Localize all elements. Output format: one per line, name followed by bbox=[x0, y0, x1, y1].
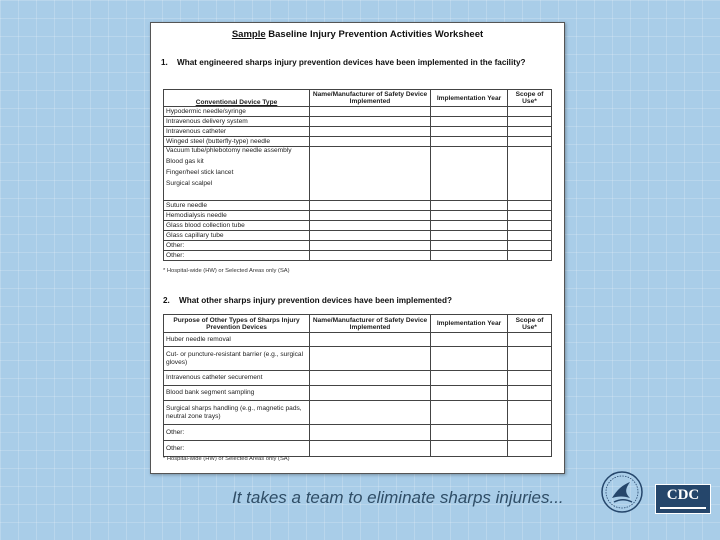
col-header-year: Implementation Year bbox=[431, 90, 508, 107]
cell-scope[interactable] bbox=[508, 117, 552, 127]
cell-scope[interactable] bbox=[508, 137, 552, 147]
row-label: Hemodialysis needle bbox=[164, 211, 310, 221]
row-label: Suture needle bbox=[164, 201, 310, 211]
cell-name[interactable] bbox=[310, 386, 431, 401]
cell-scope[interactable] bbox=[508, 211, 552, 221]
cell-year[interactable] bbox=[431, 201, 508, 211]
cell-year[interactable] bbox=[431, 231, 508, 241]
cell-name[interactable] bbox=[310, 425, 431, 441]
cell-year[interactable] bbox=[431, 241, 508, 251]
cell-scope[interactable] bbox=[508, 241, 552, 251]
devices-table-header bbox=[164, 90, 552, 107]
footnote-2: * Hospital-wide (HW) or Selected Areas only (SA) bbox=[163, 456, 290, 462]
cell-year[interactable] bbox=[431, 333, 508, 347]
tagline: It takes a team to eliminate sharps injuries... bbox=[232, 488, 564, 507]
cell-name[interactable] bbox=[310, 117, 431, 127]
table-row bbox=[164, 221, 552, 231]
title-rest: Baseline Injury Prevention Activities Worksheet bbox=[265, 29, 484, 40]
cell-scope[interactable] bbox=[508, 401, 552, 425]
worksheet-title bbox=[151, 29, 564, 40]
row-label: Other: bbox=[164, 251, 310, 261]
row-label: Intravenous delivery system bbox=[164, 117, 310, 127]
row-label: Other: bbox=[164, 241, 310, 251]
table-row bbox=[164, 371, 552, 386]
cell-year[interactable] bbox=[431, 371, 508, 386]
cell-scope[interactable] bbox=[508, 371, 552, 386]
cell-name[interactable] bbox=[310, 147, 431, 201]
cell-scope[interactable] bbox=[508, 231, 552, 241]
other-devices-table bbox=[163, 314, 552, 457]
col-header-scope: Scope of Use* bbox=[508, 90, 552, 107]
cell-year[interactable] bbox=[431, 117, 508, 127]
other-devices-table-header bbox=[164, 315, 552, 333]
cell-scope[interactable] bbox=[508, 251, 552, 261]
cell-year[interactable] bbox=[431, 137, 508, 147]
table-row bbox=[164, 201, 552, 211]
cell-year[interactable] bbox=[431, 107, 508, 117]
table-row bbox=[164, 231, 552, 241]
row-label: Huber needle removal bbox=[164, 333, 310, 347]
table-row bbox=[164, 127, 552, 137]
cell-name[interactable] bbox=[310, 333, 431, 347]
col-header-scope: Scope of Use* bbox=[508, 315, 552, 333]
cell-name[interactable] bbox=[310, 347, 431, 371]
table-row bbox=[164, 347, 552, 371]
table-row bbox=[164, 251, 552, 261]
row-label: Glass blood collection tube bbox=[164, 221, 310, 231]
cell-name[interactable] bbox=[310, 231, 431, 241]
question-1 bbox=[161, 58, 556, 68]
cell-year[interactable] bbox=[431, 425, 508, 441]
question-1-number: 1. bbox=[161, 58, 168, 67]
cell-scope[interactable] bbox=[508, 221, 552, 231]
hhs-seal-icon bbox=[600, 470, 644, 514]
cell-scope[interactable] bbox=[508, 425, 552, 441]
cell-scope[interactable] bbox=[508, 347, 552, 371]
question-1-text: What engineered sharps injury prevention devices have been implemented in the facility? bbox=[177, 58, 526, 67]
cdc-logo bbox=[655, 484, 711, 514]
cell-name[interactable] bbox=[310, 241, 431, 251]
col-header-name: Name/Manufacturer of Safety Device Implemented bbox=[310, 90, 431, 107]
cell-name[interactable] bbox=[310, 441, 431, 457]
cell-name[interactable] bbox=[310, 401, 431, 425]
cell-name[interactable] bbox=[310, 251, 431, 261]
cell-year[interactable] bbox=[431, 386, 508, 401]
cell-name[interactable] bbox=[310, 221, 431, 231]
cell-name[interactable] bbox=[310, 371, 431, 386]
row-label: Other: bbox=[164, 441, 310, 457]
cell-name[interactable] bbox=[310, 201, 431, 211]
table-row bbox=[164, 117, 552, 127]
cell-name[interactable] bbox=[310, 127, 431, 137]
row-label: Other: bbox=[164, 425, 310, 441]
cdc-logo-bar bbox=[660, 507, 706, 509]
cell-name[interactable] bbox=[310, 107, 431, 117]
row-label: Vacuum tube/phlebotomy needle assembly bbox=[166, 147, 292, 154]
table-row bbox=[164, 441, 552, 457]
devices-table bbox=[163, 89, 552, 261]
row-label-group bbox=[164, 147, 310, 201]
row-label: Intravenous catheter securement bbox=[164, 371, 310, 386]
col-header-year: Implementation Year bbox=[431, 315, 508, 333]
row-label: Blood bank segment sampling bbox=[164, 386, 310, 401]
cell-name[interactable] bbox=[310, 137, 431, 147]
cell-scope[interactable] bbox=[508, 107, 552, 117]
title-underlined: Sample bbox=[231, 29, 266, 40]
row-label: Winged steel (butterfly-type) needle bbox=[164, 137, 310, 147]
table-row bbox=[164, 386, 552, 401]
row-label: Finger/heel stick lancet bbox=[166, 168, 234, 176]
cell-scope[interactable] bbox=[508, 386, 552, 401]
cell-scope[interactable] bbox=[508, 127, 552, 137]
footnote-1: * Hospital-wide (HW) or Selected Areas only (SA) bbox=[163, 268, 290, 274]
table-row bbox=[164, 425, 552, 441]
col-header-device-type: Conventional Device Type bbox=[164, 90, 310, 107]
cell-scope[interactable] bbox=[508, 333, 552, 347]
cdc-logo-text: CDC bbox=[666, 487, 700, 503]
question-2-text: What other sharps injury prevention devices have been implemented? bbox=[179, 296, 452, 305]
row-label: Cut- or puncture-resistant barrier (e.g., surgical gloves) bbox=[164, 347, 310, 371]
row-label: Glass capillary tube bbox=[164, 231, 310, 241]
cell-year[interactable] bbox=[431, 221, 508, 231]
cell-year[interactable] bbox=[431, 211, 508, 221]
question-2-number: 2. bbox=[163, 296, 170, 305]
row-label: Surgical scalpel bbox=[166, 179, 213, 187]
cell-year[interactable] bbox=[431, 401, 508, 425]
cell-scope[interactable] bbox=[508, 147, 552, 201]
worksheet-page bbox=[150, 22, 565, 474]
row-label: Surgical sharps handling (e.g., magnetic pads, neutral zone trays) bbox=[164, 401, 310, 425]
col-header-name: Name/Manufacturer of Safety Device Implemented bbox=[310, 315, 431, 333]
row-label: Intravenous catheter bbox=[164, 127, 310, 137]
cell-year[interactable] bbox=[431, 441, 508, 457]
cell-name[interactable] bbox=[310, 211, 431, 221]
table-row bbox=[164, 137, 552, 147]
row-label: Hypodermic needle/syringe bbox=[164, 107, 310, 117]
table-row bbox=[164, 241, 552, 251]
table-row-group bbox=[164, 147, 552, 201]
table-row bbox=[164, 211, 552, 221]
table-row bbox=[164, 107, 552, 117]
table-row bbox=[164, 401, 552, 425]
row-label: Blood gas kit bbox=[166, 157, 204, 165]
cell-year[interactable] bbox=[431, 127, 508, 137]
cell-year[interactable] bbox=[431, 147, 508, 201]
col-header-purpose: Purpose of Other Types of Sharps Injury Prevention Devices bbox=[164, 315, 310, 333]
table-row bbox=[164, 333, 552, 347]
cell-scope[interactable] bbox=[508, 441, 552, 457]
cell-year[interactable] bbox=[431, 347, 508, 371]
question-2 bbox=[163, 296, 558, 306]
cell-scope[interactable] bbox=[508, 201, 552, 211]
cell-year[interactable] bbox=[431, 251, 508, 261]
